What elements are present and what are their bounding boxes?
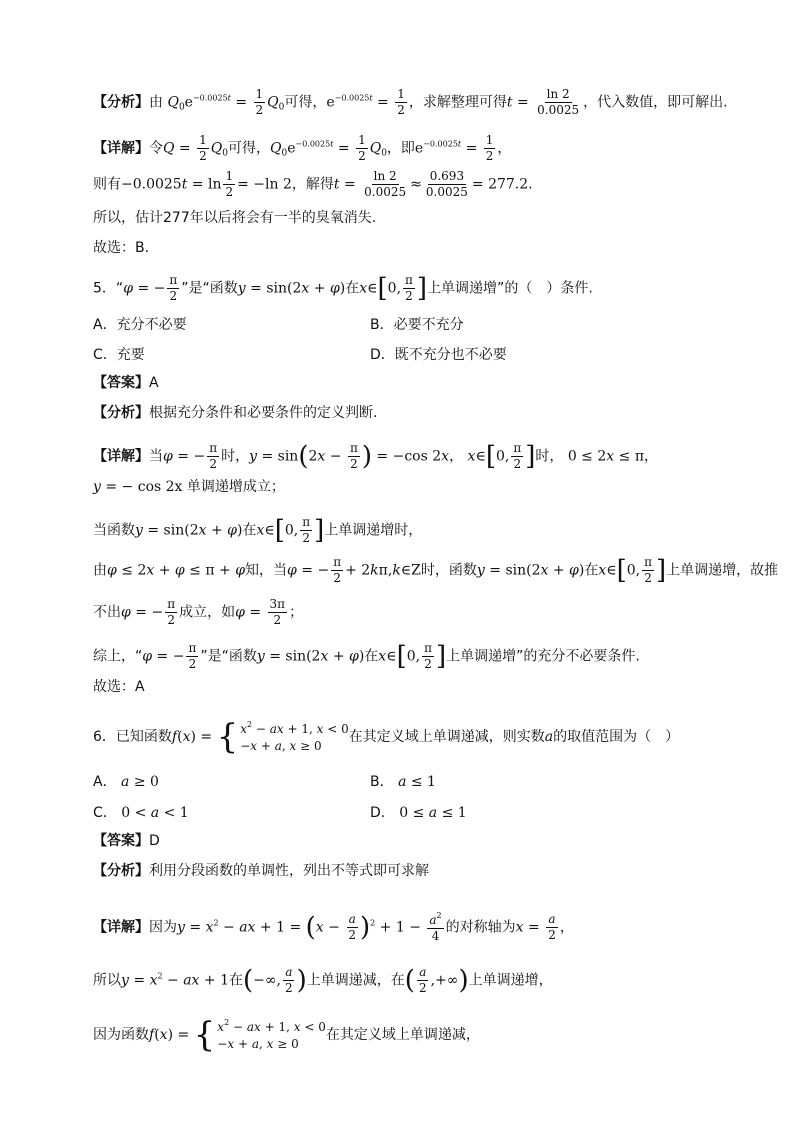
q4-analysis-line: 【分析】由 $Q_0e^{-0.0025t}$ = $\frac{1}{2}$ $Q_0$可得，$e^{-0.0025t}$ = $\frac{1}{2}$ ，求解整理可得t = $\frac{\ln 2}{0.0025}$ ，代入数值，即可解出.: [93, 87, 728, 118]
q6-detail-line-2: 所以$y = x^2$ − ax + 1在(−∞, $\frac{a}{2}$ )上单调递减，在( $\frac{a}{2}$ ,+∞)上单调递增，: [93, 965, 553, 996]
q6-analysis: 【分析】利用分段函数的单调性，列出不等式即可求解: [93, 863, 429, 879]
q5-detail-line-4: 由φ ≤ 2x + φ ≤ π + φ知，当φ = − $\frac{\pi}{2}$ + 2kπ,k∈Z时，函数y = sin(2x + φ)在x∈[0, $\frac{\pi}{2}$ ]上单调递增，故推: [93, 555, 779, 586]
q5-analysis: 【分析】根据充分条件和必要条件的定义判断.: [93, 405, 378, 421]
analysis-label: 【分析】: [93, 94, 149, 111]
q6-stem: 6．已知函数f(x) = { $x^2$ − ax + 1, x < 0 −x + a, x ≥ 0 在其定义域上单调递减，则实数a的取值范围为（ ）: [93, 717, 680, 757]
q5-option-c[interactable]: C．充要: [93, 347, 145, 363]
q5-option-b[interactable]: B．必要不充分: [370, 317, 464, 333]
question-number: 5．: [93, 280, 116, 297]
q6-option-b[interactable]: B． a ≤ 1: [370, 774, 436, 790]
q4-detail-line: 【详解】令Q = $\frac{1}{2}$ $Q_0$可得，$Q_0e^{-0.0025t}$ = $\frac{1}{2}$ $Q_0$，即$e^{-0.0025t}$ = $\frac{1}{2}$ ，: [93, 133, 512, 164]
q5-stem: 5．“φ = − $\frac{\pi}{2}$ ”是“函数y = sin(2x + φ)在x∈[0, $\frac{\pi}{2}$ ]上单调递增”的（ ）条件.: [93, 273, 593, 304]
q5-detail-line-2: y = − cos 2x 单调递增成立；: [93, 479, 285, 495]
q6-option-c[interactable]: C． 0 < a < 1: [93, 805, 189, 821]
q4-calc-line: 则有−0.0025t = ln $\frac{1}{2}$ = −ln 2，解得t = $\frac{\ln 2}{0.0025}$ ≈ $\frac{0.693}{0.0025}$ = 277.2.: [93, 169, 533, 200]
q5-choice: 故选：A: [93, 679, 145, 695]
q6-option-a[interactable]: A． a ≥ 0: [93, 774, 159, 790]
q6-detail-line-1: 【详解】因为$y = x^2$ − ax + 1 = (x − $\frac{a}{2}$ )$^2$ + 1 − $\frac{a^2}{4}$ 的对称轴为x = $\frac{a}{2}$ ，: [93, 911, 574, 944]
q6-answer: 【答案】D: [93, 833, 160, 849]
q6-detail-line-3: 因为函数f(x) = { $x^2$ − ax + 1, x < 0 −x + a, x ≥ 0 在其定义域上单调递减，: [93, 1015, 480, 1055]
q5-answer: 【答案】A: [93, 375, 159, 391]
detail-label: 【详解】: [93, 140, 149, 157]
q5-detail-line-6: 综上，“φ = − $\frac{\pi}{2}$ ”是“函数y = sin(2x + φ)在x∈[0, $\frac{\pi}{2}$ ]上单调递增”的充分不必要条件.: [93, 641, 640, 672]
q5-detail-line-3: 当函数y = sin(2x + φ)在x∈[0, $\frac{\pi}{2}$ ]上单调递增时，: [93, 515, 423, 546]
q6-option-d[interactable]: D． 0 ≤ a ≤ 1: [370, 805, 467, 821]
q5-option-d[interactable]: D．既不充分也不必要: [370, 347, 507, 363]
q5-detail-line-1: 【详解】当φ = − $\frac{\pi}{2}$ 时，y = sin(2x − $\frac{\pi}{2}$ ) = −cos 2x， x∈[0, $\frac{\pi}{2}$ ]时， 0 ≤ 2x ≤ π，: [93, 441, 659, 472]
q5-detail-line-5: 不出φ = − $\frac{\pi}{2}$ 成立，如φ = $\frac{3\pi}{2}$ ；: [93, 597, 304, 628]
question-number: 6．: [93, 729, 116, 745]
q4-choice: 故选：B.: [93, 240, 150, 256]
q5-option-a[interactable]: A．充分不必要: [93, 317, 187, 333]
q4-conclusion: 所以，估计277年以后将会有一半的臭氧消失.: [93, 210, 377, 226]
